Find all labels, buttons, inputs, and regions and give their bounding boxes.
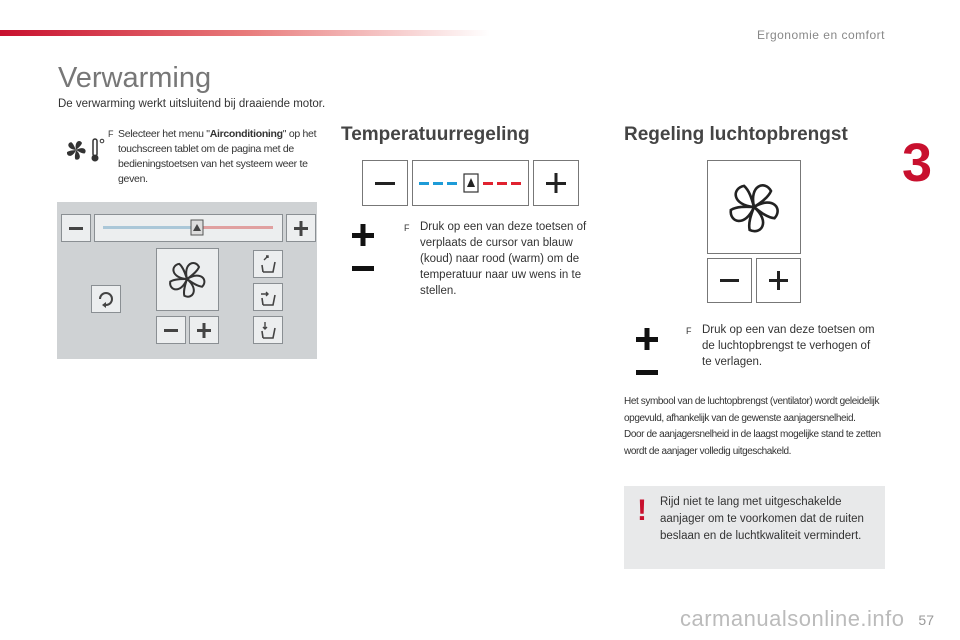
page-number: 57 (918, 612, 934, 628)
fan-icon (708, 161, 800, 253)
temperature-text: Druk op een van deze toetsen of verplaats de cursor van blauw (koud) naar rood (warm) om de temperatuur naar uw wens in te stellen. (420, 221, 587, 297)
warning-text: Rijd niet te lang met uitgeschakelde aanjager om te voorkomen dat de ruiten beslaan en de luchtkwaliteit vermindert. (660, 496, 864, 542)
seat-airflow-icon (254, 251, 282, 277)
chapter-number: 3 (902, 133, 933, 193)
temp-cursor-bar[interactable] (412, 160, 529, 206)
airflow-text: Druk op een van deze toetsen om de luchtopbrengst te verhogen of te verlagen. (702, 324, 875, 368)
plus-icon (534, 161, 578, 205)
airflow-heading: Regeling luchtopbrengst (624, 124, 848, 145)
airflow-instructions (686, 322, 882, 370)
fan-icon (157, 249, 218, 310)
note-line-2: Door de aanjagersnelheid in de laagst mogelijke stand te zetten wordt de aanjager volledig uitgeschakeld. (624, 429, 881, 457)
plus-minus-icon (634, 326, 662, 386)
menu-name: Airconditioning (209, 128, 283, 140)
air-to-windscreen-button[interactable] (253, 250, 283, 278)
section-header: Ergonomie en comfort (756, 28, 885, 42)
temp-minus-button[interactable] (61, 214, 91, 242)
intro-text: De verwarming werkt uitsluitend bij draaiende motor. (58, 98, 326, 110)
temp-cursor-icon (413, 161, 528, 205)
temperature-instructions (404, 219, 600, 299)
temp-slider[interactable] (94, 214, 283, 242)
header-accent-bar (0, 30, 490, 36)
bullet-marker: F (686, 326, 692, 336)
warning-box (624, 486, 885, 569)
minus-icon (157, 317, 185, 343)
bullet-marker: F (404, 223, 410, 233)
plus-icon (287, 215, 315, 241)
fan-plus-key[interactable] (756, 258, 801, 303)
step1-text-b: " op het touchscreen tablet om de pagina met de bedieningstoetsen van het systeem weer te geven. (118, 128, 317, 185)
step-select-menu (108, 127, 318, 187)
air-to-centre-button[interactable] (253, 283, 283, 311)
touchscreen-illustration (57, 202, 317, 359)
note-line-1: Het symbool van de luchtopbrengst (ventilator) wordt geleidelijk opgevuld, afhankelijk van de gewenste aanjagersnelheid. (624, 396, 880, 424)
bullet-marker: F (108, 129, 114, 139)
page-title: Verwarming (58, 62, 212, 94)
minus-icon (708, 259, 751, 302)
warning-icon: ! (637, 494, 647, 527)
temperature-heading: Temperatuurregeling (341, 124, 530, 145)
seat-airflow-icon (254, 317, 282, 343)
fan-speed-display (707, 160, 801, 254)
fan-thermometer-icon (65, 136, 107, 164)
minus-icon (62, 215, 90, 241)
fan-minus-key[interactable] (707, 258, 752, 303)
temp-slider-track (95, 215, 282, 241)
air-to-feet-button[interactable] (253, 316, 283, 344)
fan-symbol-note (624, 394, 894, 460)
plus-minus-icon (350, 222, 378, 282)
recirculation-icon (92, 286, 120, 312)
step1-text-a: Selecteer het menu " (118, 128, 210, 140)
plus-icon (757, 259, 800, 302)
fan-plus-button[interactable] (189, 316, 219, 344)
temp-plus-key[interactable] (533, 160, 579, 206)
recirculation-button[interactable] (91, 285, 121, 313)
fan-display (156, 248, 219, 311)
watermark: carmanualsonline.info (680, 606, 905, 631)
seat-airflow-icon (254, 284, 282, 310)
fan-minus-button[interactable] (156, 316, 186, 344)
temp-minus-key[interactable] (362, 160, 408, 206)
plus-icon (190, 317, 218, 343)
minus-icon (363, 161, 407, 205)
temp-plus-button[interactable] (286, 214, 316, 242)
